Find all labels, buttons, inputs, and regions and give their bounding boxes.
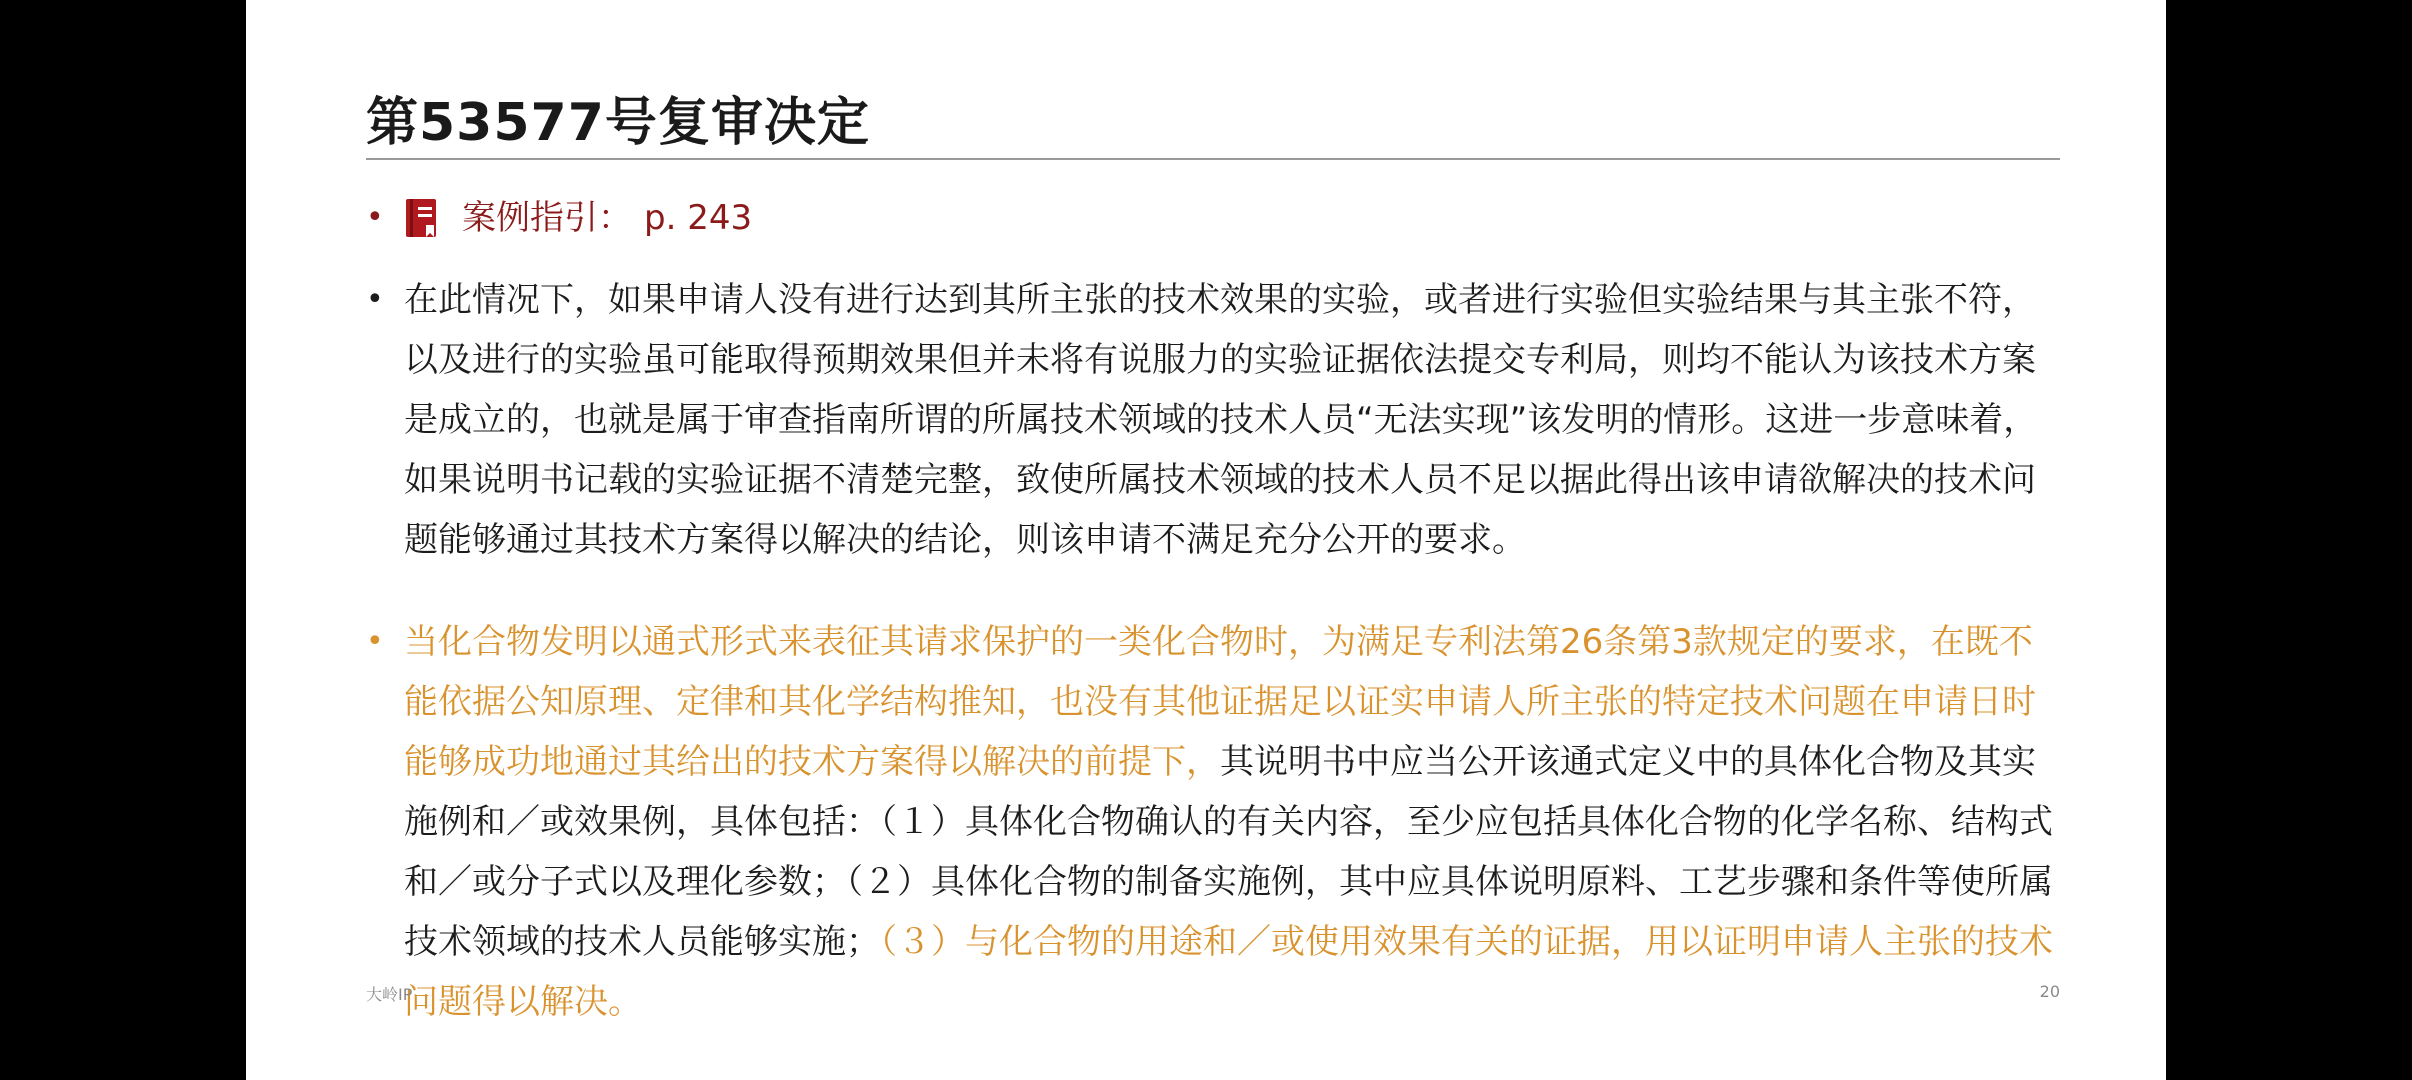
title-divider xyxy=(366,158,2060,160)
footer-brand: 大岭IP xyxy=(366,985,413,1004)
bullet-experiment-evidence xyxy=(366,270,2058,570)
highlight-text-1: 当化合物发明以通式形式来表征其请求保护的一类化合物时，为满足专利法第26条第3款规定的要求，在既不能依据公知原理、定律和其化学结构推知，也没有其他证据足以证实申请人所主张的特定技术问题在申请日时能够成功地通过其给出的技术方案得以解决的前提下， xyxy=(404,622,2036,782)
case-guide-page: p. 243 xyxy=(644,198,753,238)
body-text: 其说明书中应当公开该通式定义中的具体化合物及其实施例和／或效果例，具体包括：（１）具体化合物确认的有关内容，至少应包括具体化合物的化学名称、结构式和／或分子式以及理化参数；（２）具体化合物的制备实施例，其中应具体说明原料、工艺步骤和条件等使所属技术领域的技术人员能够实施； xyxy=(404,742,2053,962)
bullet-dot: • xyxy=(366,200,384,235)
page-number: 20 xyxy=(2039,982,2060,1001)
bullet-case-guide xyxy=(366,188,2058,248)
bullet-text: 在此情况下，如果申请人没有进行达到其所主张的技术效果的实验，或者进行实验但实验结果与其主张不符，以及进行的实验虽可能取得预期效果但并未将有说服力的实验证据依法提交专利局，则均不能认为该技术方案是成立的，也就是属于审查指南所谓的所属技术领域的技术人员“无法实现”该发明的情形。这进一步意味着，如果说明书记载的实验证据不清楚完整，致使所属技术领域的技术人员不足以据此得出该申请欲解决的技术问题能够通过其技术方案得以解决的结论，则该申请不满足充分公开的要求。 xyxy=(404,280,2038,560)
book-icon xyxy=(404,197,440,239)
slide-title: 第53577号复审决定 xyxy=(366,93,870,153)
slide xyxy=(246,0,2166,1080)
bullet-compound-invention xyxy=(366,612,2058,1032)
bullet-dot: • xyxy=(366,624,384,659)
case-guide-label: 案例指引： xyxy=(462,198,632,238)
highlight-text-2: （３）与化合物的用途和／或使用效果有关的证据，用以证明申请人主张的技术问题得以解决。 xyxy=(404,922,2053,1022)
bullet-dot: • xyxy=(366,282,384,317)
